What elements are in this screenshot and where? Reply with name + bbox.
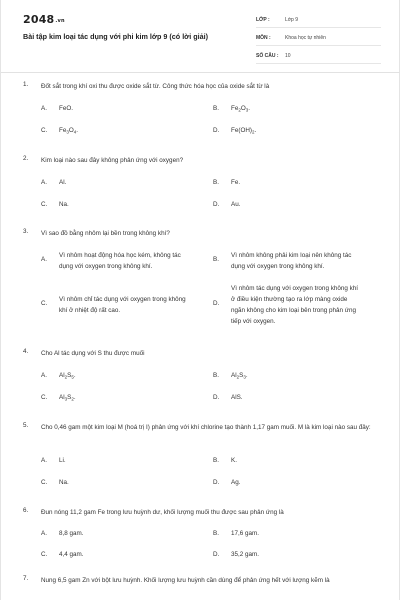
question-text: Đốt sắt trong khí oxi thu được oxide sắt từ. Công thức hóa học của oxide sắt từ là: [41, 83, 270, 90]
option-letter: D.: [213, 479, 220, 486]
option-text: $Fe_3O_4$.: [59, 127, 79, 135]
meta-class-value: Lớp 9: [285, 17, 299, 23]
option-letter: D.: [213, 300, 220, 307]
option-text: $Fe(OH)_2$.: [231, 127, 257, 135]
question-text: Nung 6,5 gam Zn với bột lưu huỳnh. Khối lượng lưu huỳnh cần dùng để phản ứng hết với lượng kẽm là: [41, 577, 330, 584]
option-text: 17,6 gam.: [231, 530, 260, 537]
question-text: Vì sao đồ bằng nhôm lại bền trong không khí?: [41, 230, 170, 237]
option-letter: A.: [41, 105, 47, 112]
option-text: AlS.: [231, 394, 243, 401]
option-text: $Al_3S_2$.: [59, 394, 76, 402]
option-letter: C.: [41, 201, 48, 208]
option-text: 4,4 gam.: [59, 551, 84, 558]
page-title: Bài tập kim loại tác dụng với phi kim lớp 9 (có lời giải): [23, 32, 209, 41]
meta-subject: [256, 32, 381, 46]
option-letter: D.: [213, 127, 220, 134]
option-text: Vì nhôm chỉ tác dụng với oxygen trong không khí ở nhiệt độ rất cao.: [59, 296, 186, 314]
question-number: 4.: [23, 348, 29, 355]
option-text: $Al_2S_5$.: [59, 372, 76, 380]
meta-subject-value: Khoa học tự nhiên: [285, 35, 326, 41]
option-text: Li.: [59, 457, 66, 464]
option-letter: B.: [213, 105, 219, 112]
option-text: Vì nhôm tác dụng với oxygen trong không khí ở điều kiện thường tạo ra lớp màng oxide ngăn không cho kim loại bên trong phản ứng tiếp với oxygen.: [231, 285, 358, 325]
option-letter: A.: [41, 372, 47, 379]
question-text: Kim loại nào sau đây không phản ứng với oxygen?: [41, 157, 184, 164]
meta-class: [256, 14, 381, 28]
meta-count: [256, 50, 381, 64]
option-text: K.: [231, 457, 237, 464]
meta-subject-label: MÔN :: [256, 35, 271, 41]
option-text: Na.: [59, 479, 69, 486]
option-letter: C.: [41, 551, 48, 558]
option-text: FeO.: [59, 105, 73, 112]
option-letter: C.: [41, 479, 48, 486]
option-letter: B.: [213, 530, 219, 537]
option-text: Ag.: [231, 479, 241, 486]
question-number: 3.: [23, 228, 29, 235]
option-text: Na.: [59, 201, 69, 208]
option-letter: D.: [213, 551, 220, 558]
header-divider: [1, 72, 400, 73]
option-letter: A.: [41, 457, 47, 464]
site-logo[interactable]: [23, 13, 65, 26]
question-text: Cho Al tác dụng với S thu được muối: [41, 350, 145, 357]
option-letter: B.: [213, 256, 219, 263]
option-letter: D.: [213, 201, 220, 208]
option-text: Al.: [59, 179, 67, 186]
meta-count-label: SỐ CÂU :: [256, 53, 279, 59]
meta-class-label: LỚP :: [256, 17, 270, 23]
page-header: [1, 0, 400, 72]
question-number: 1.: [23, 81, 29, 88]
option-letter: D.: [213, 394, 220, 401]
option-text: $Fe_2O_3$.: [231, 105, 251, 113]
question-number: 5.: [23, 422, 29, 429]
question-number: 7.: [23, 575, 29, 582]
option-letter: B.: [213, 457, 219, 464]
option-letter: C.: [41, 300, 48, 307]
option-letter: C.: [41, 127, 48, 134]
question-number: 2.: [23, 155, 29, 162]
option-letter: C.: [41, 394, 48, 401]
option-letter: A.: [41, 179, 47, 186]
meta-info: [256, 14, 381, 68]
question-text: Đun nóng 11,2 gam Fe trong lưu huỳnh dư, khối lượng muối thu được sau phản ứng là: [41, 509, 284, 516]
option-text: 35,2 gam.: [231, 551, 260, 558]
option-text: Vì nhôm hoạt động hóa học kém, không tác dụng với oxygen trong không khí.: [59, 252, 181, 270]
logo-text: 2048: [23, 13, 55, 26]
option-letter: B.: [213, 179, 219, 186]
option-letter: A.: [41, 530, 47, 537]
logo-suffix: .vn: [55, 18, 65, 24]
option-text: $Al_2S_3$.: [231, 372, 248, 380]
option-text: Au.: [231, 201, 241, 208]
meta-count-value: 10: [285, 53, 291, 59]
option-text: Vì nhôm không phải kim loại nên không tác dụng với oxygen trong không khí.: [231, 252, 352, 270]
option-letter: A.: [41, 256, 47, 263]
option-text: Fe.: [231, 179, 241, 186]
question-text: Cho 0,46 gam một kim loại M (hoá trị I) phản ứng với khí chlorine tạo thành 1,17 gam muối. M là kim loại nào sau đây:: [41, 424, 371, 431]
question-number: 6.: [23, 507, 29, 514]
option-text: 8,8 gam.: [59, 530, 84, 537]
option-letter: B.: [213, 372, 219, 379]
